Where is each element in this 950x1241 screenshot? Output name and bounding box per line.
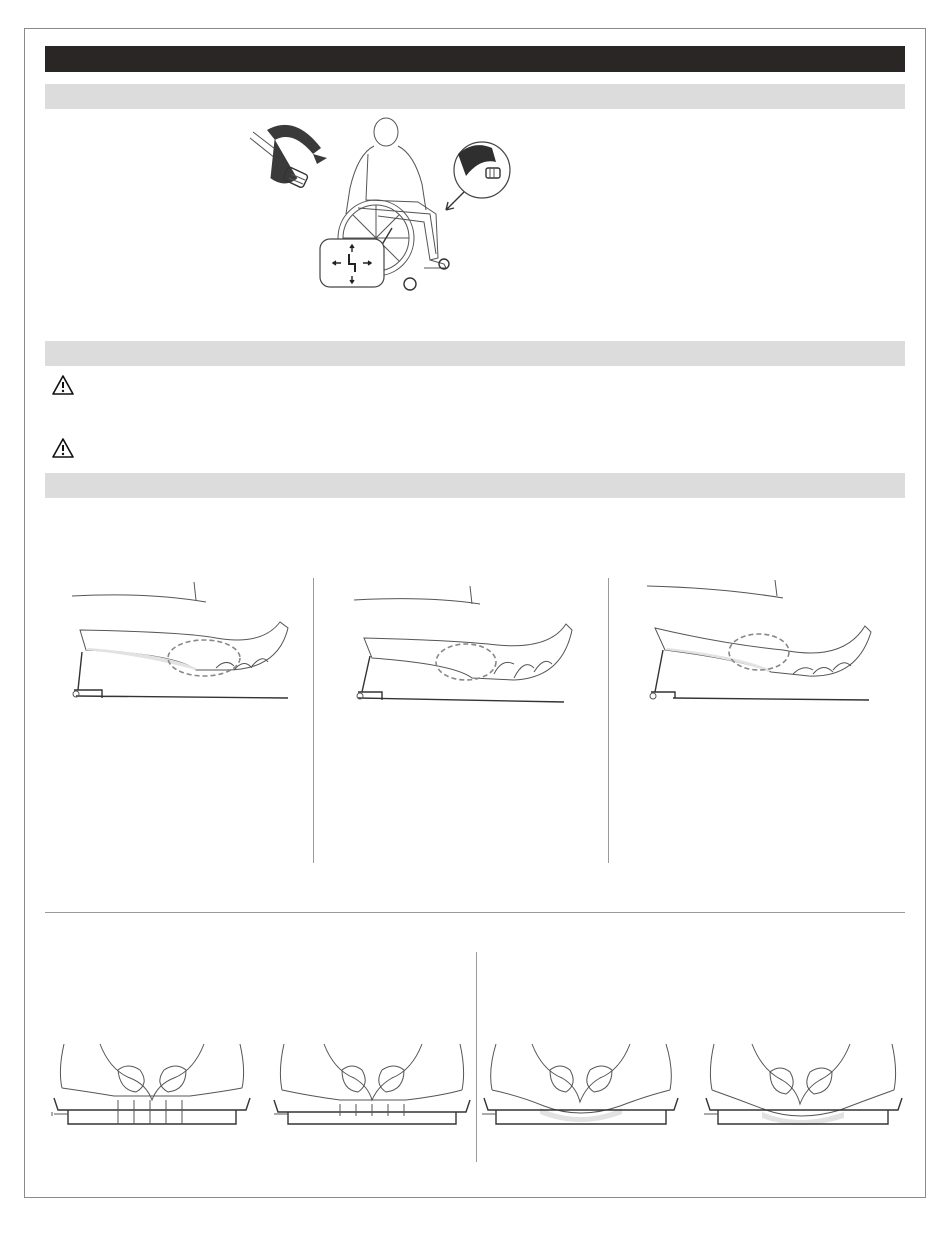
- side-profile-figure-2: [348, 578, 578, 703]
- front-view-figure-2: [270, 1040, 475, 1130]
- section-header-2: [45, 341, 905, 366]
- side-profile-figure-3: [643, 578, 873, 703]
- adjustment-inset: [319, 238, 385, 288]
- front-view-figure-4: [700, 1040, 910, 1130]
- section-header-3: [45, 473, 905, 498]
- section-header-1: [45, 84, 905, 109]
- valve-closeup-inset: [440, 140, 516, 216]
- warning-triangle-icon: [52, 438, 74, 458]
- front-view-figure-1: [50, 1040, 255, 1130]
- title-bar: [45, 46, 905, 72]
- section-divider: [45, 912, 905, 913]
- side-profile-figure-1: [66, 578, 296, 703]
- column-divider-1: [313, 578, 314, 863]
- front-view-figure-3: [480, 1040, 685, 1130]
- warning-triangle-icon: [52, 375, 74, 395]
- column-divider-2: [608, 578, 609, 863]
- column-divider-3: [476, 952, 477, 1162]
